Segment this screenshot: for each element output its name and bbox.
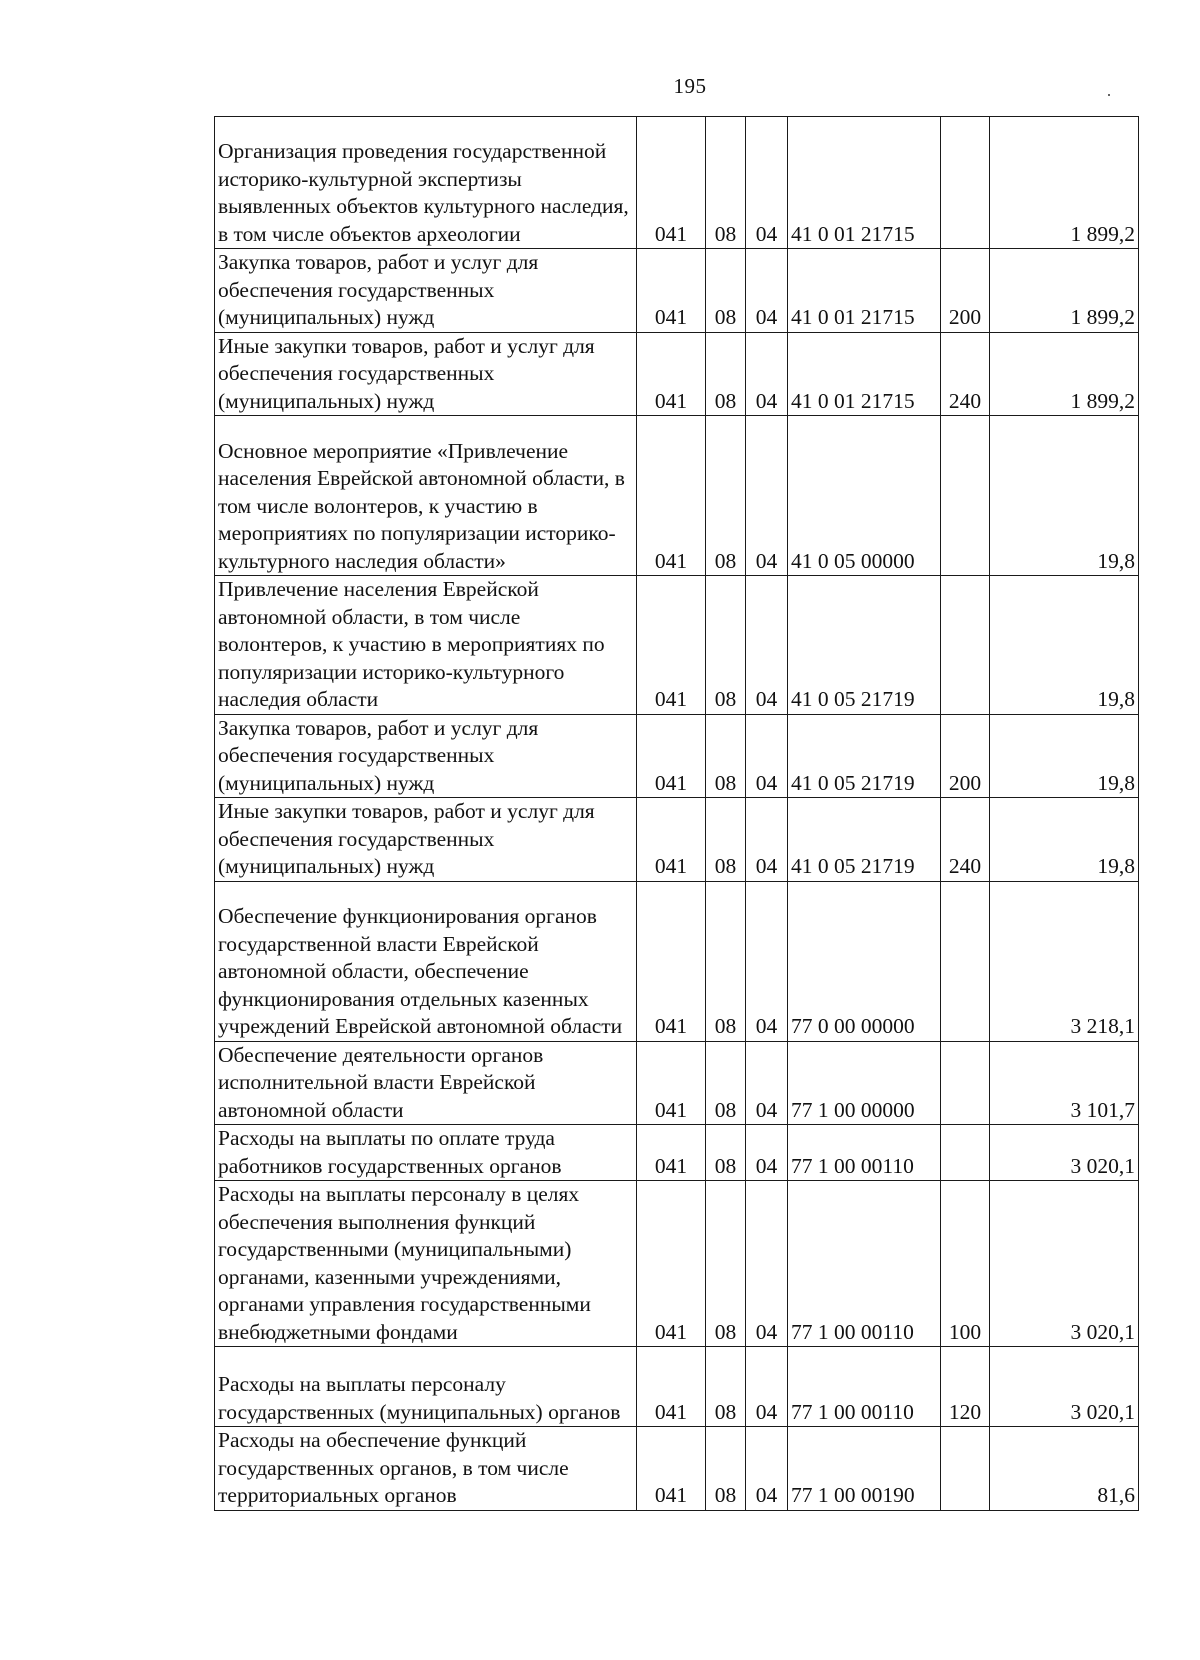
ministry-code: 041 [637,798,706,882]
section-code: 08 [706,798,746,882]
expense-type-code: 120 [941,1347,990,1427]
target-article-code: 77 1 00 00110 [788,1181,941,1347]
amount: 1 899,2 [990,249,1139,333]
target-article-code: 77 1 00 00190 [788,1427,941,1511]
ministry-code: 041 [637,249,706,333]
expense-type-code: 240 [941,798,990,882]
section-code: 08 [706,1427,746,1511]
section-code: 08 [706,1181,746,1347]
expense-type-code: 100 [941,1181,990,1347]
target-article-code: 41 0 05 21719 [788,798,941,882]
row-description: Закупка товаров, работ и услуг для обеспечения государственных (муниципальных) нужд [215,714,637,798]
target-article-code: 41 0 01 21715 [788,117,941,249]
table-row [215,1347,1139,1427]
row-description: Основное мероприятие «Привлечение населения Еврейской автономной области, в том числе волонтеров, к участию в мероприятиях по популяризации историко-культурного наследия области» [215,416,637,576]
ministry-code: 041 [637,1427,706,1511]
table-row [215,117,1139,249]
row-description: Иные закупки товаров, работ и услуг для обеспечения государственных (муниципальных) нужд [215,332,637,416]
table-row [215,1427,1139,1511]
row-description: Расходы на выплаты персоналу в целях обеспечения выполнения функций государственными (муниципальными) органами, казенными учреждениями, органами управления государственными внебюджетными фондами [215,1181,637,1347]
table-row [215,881,1139,1041]
subsection-code: 04 [746,1427,788,1511]
table-row [215,1125,1139,1181]
amount: 3 020,1 [990,1125,1139,1181]
subsection-code: 04 [746,714,788,798]
ministry-code: 041 [637,332,706,416]
table-row [215,416,1139,576]
row-description: Обеспечение деятельности органов исполнительной власти Еврейской автономной области [215,1041,637,1125]
subsection-code: 04 [746,576,788,715]
ministry-code: 041 [637,1347,706,1427]
target-article-code: 41 0 05 00000 [788,416,941,576]
subsection-code: 04 [746,881,788,1041]
row-description: Обеспечение функционирования органов государственной власти Еврейской автономной области, обеспечение функционирования отдельных казенных учреждений Еврейской автономной области [215,881,637,1041]
table-row [215,714,1139,798]
subsection-code: 04 [746,416,788,576]
ministry-code: 041 [637,1125,706,1181]
row-description: Расходы на обеспечение функций государственных органов, в том числе территориальных органов [215,1427,637,1511]
section-code: 08 [706,1347,746,1427]
expense-type-code [941,416,990,576]
subsection-code: 04 [746,1041,788,1125]
section-code: 08 [706,576,746,715]
row-description: Закупка товаров, работ и услуг для обеспечения государственных (муниципальных) нужд [215,249,637,333]
ministry-code: 041 [637,416,706,576]
table-row [215,249,1139,333]
row-description: Привлечение населения Еврейской автономной области, в том числе волонтеров, к участию в мероприятиях по популяризации историко-культурного наследия области [215,576,637,715]
amount: 1 899,2 [990,117,1139,249]
amount: 19,8 [990,416,1139,576]
subsection-code: 04 [746,117,788,249]
amount: 3 020,1 [990,1347,1139,1427]
row-description: Иные закупки товаров, работ и услуг для обеспечения государственных (муниципальных) нужд [215,798,637,882]
expense-type-code [941,1041,990,1125]
ministry-code: 041 [637,576,706,715]
table-row [215,1181,1139,1347]
section-code: 08 [706,117,746,249]
table-row [215,576,1139,715]
target-article-code: 41 0 05 21719 [788,714,941,798]
expense-type-code [941,1427,990,1511]
section-code: 08 [706,1041,746,1125]
table-row [215,332,1139,416]
section-code: 08 [706,249,746,333]
scan-speck [1108,94,1110,96]
target-article-code: 77 0 00 00000 [788,881,941,1041]
amount: 3 020,1 [990,1181,1139,1347]
subsection-code: 04 [746,1125,788,1181]
amount: 3 218,1 [990,881,1139,1041]
page-number: 195 [673,74,707,98]
target-article-code: 41 0 01 21715 [788,332,941,416]
table-row [215,1041,1139,1125]
section-code: 08 [706,416,746,576]
subsection-code: 04 [746,332,788,416]
expense-type-code [941,881,990,1041]
ministry-code: 041 [637,1041,706,1125]
target-article-code: 41 0 05 21719 [788,576,941,715]
section-code: 08 [706,332,746,416]
subsection-code: 04 [746,1347,788,1427]
expense-type-code [941,576,990,715]
expense-type-code [941,1125,990,1181]
ministry-code: 041 [637,714,706,798]
amount: 3 101,7 [990,1041,1139,1125]
subsection-code: 04 [746,249,788,333]
budget-table [214,116,1139,1511]
amount: 19,8 [990,714,1139,798]
subsection-code: 04 [746,1181,788,1347]
amount: 1 899,2 [990,332,1139,416]
amount: 19,8 [990,798,1139,882]
row-description: Организация проведения государственной историко-культурной экспертизы выявленных объектов культурного наследия, в том числе объектов археологии [215,117,637,249]
section-code: 08 [706,881,746,1041]
ministry-code: 041 [637,117,706,249]
expense-type-code [941,117,990,249]
subsection-code: 04 [746,798,788,882]
row-description: Расходы на выплаты персоналу государственных (муниципальных) органов [215,1347,637,1427]
target-article-code: 77 1 00 00000 [788,1041,941,1125]
section-code: 08 [706,1125,746,1181]
section-code: 08 [706,714,746,798]
expense-type-code: 240 [941,332,990,416]
target-article-code: 41 0 01 21715 [788,249,941,333]
amount: 81,6 [990,1427,1139,1511]
target-article-code: 77 1 00 00110 [788,1347,941,1427]
expense-type-code: 200 [941,249,990,333]
table-row [215,798,1139,882]
expense-type-code: 200 [941,714,990,798]
target-article-code: 77 1 00 00110 [788,1125,941,1181]
amount: 19,8 [990,576,1139,715]
ministry-code: 041 [637,1181,706,1347]
ministry-code: 041 [637,881,706,1041]
row-description: Расходы на выплаты по оплате труда работников государственных органов [215,1125,637,1181]
